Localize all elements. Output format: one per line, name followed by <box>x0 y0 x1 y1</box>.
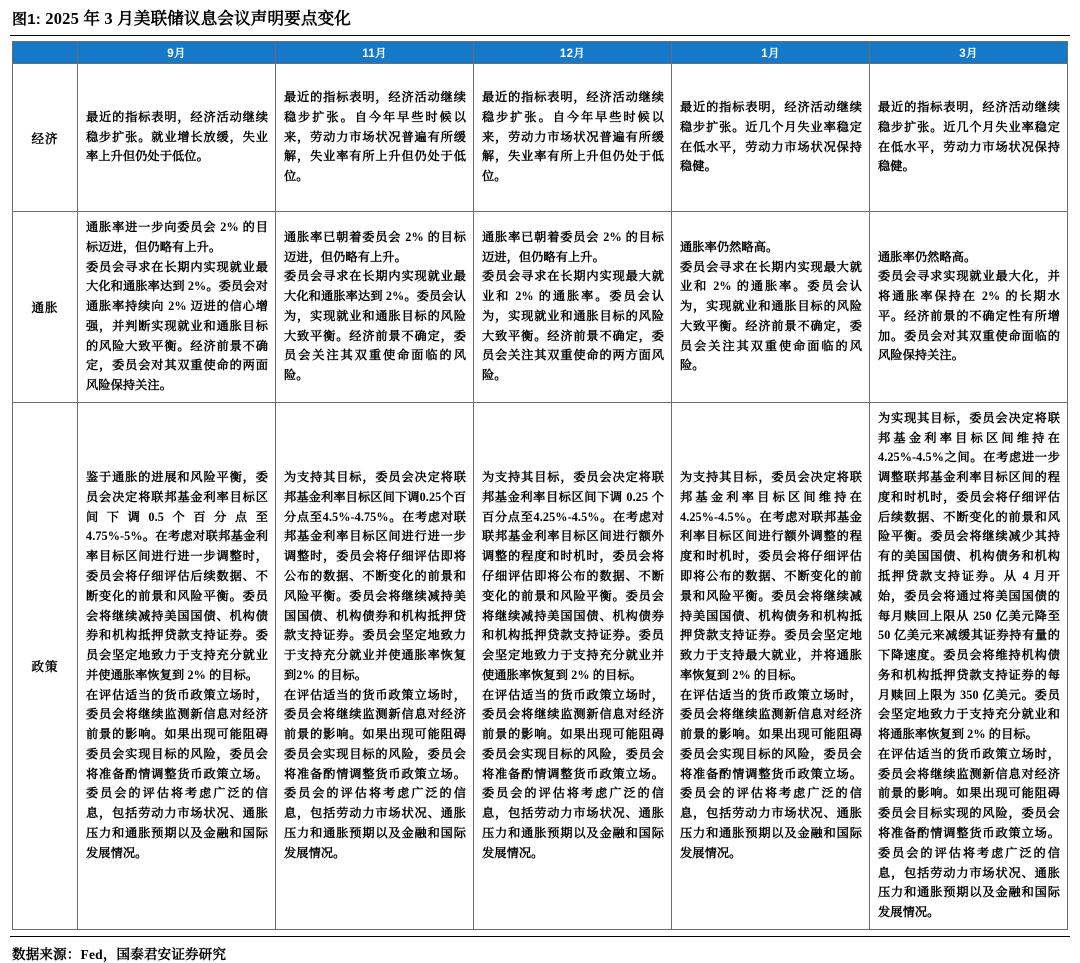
table-body <box>13 64 1068 930</box>
source-note: 数据来源：Fed，国泰君安证券研究 <box>12 946 227 962</box>
cell-inflation-dec: 通胀率已朝着委员会 2% 的目标迈进，但仍略有上升。 委员会寻求在长期内实现最大就业和 2% 的通胀率。委员会认为，实现就业和通胀目标的风险大致平衡。经济前景不确定，委员会关注其双重使命的两方面风险。 <box>474 212 672 403</box>
cell-economy-mar: 最近的指标表明，经济活动继续稳步扩张。近几个月失业率稳定在低水平，劳动力市场状况保持稳健。 <box>870 64 1068 212</box>
table-row <box>13 212 1068 403</box>
fomc-statement-comparison-table <box>12 41 1068 930</box>
row-label-policy: 政策 <box>13 402 78 929</box>
row-label-economy: 经济 <box>13 64 78 212</box>
cell-economy-sep: 最近的指标表明，经济活动继续稳步扩张。就业增长放缓，失业率上升但仍处于低位。 <box>78 64 276 212</box>
cell-policy-jan: 为支持其目标，委员会决定将联邦基金利率目标区间维持在 4.25%-4.5%。在考虑对联邦基金利率目标区间进行额外调整的程度和时机时，委员会将仔细评估即将公布的数据、不断变化的前景和风险平衡。委员会将继续减持美国国债、机构债务和机构抵押贷款支持证券。委员会坚定地致力于支持最大就业，并将通胀率恢复到 2% 的目标。 在评估适当的货币政策立场时，委员会将继续监测新信息对经济前景的影响。如果出现可能阻碍委员会实现目标的风险，委员会将准备酌情调整货币政策立场。委员会的评估将考虑广泛的信息，包括劳动力市场状况、通胀压力和通胀预期以及金融和国际发展情况。 <box>672 402 870 929</box>
cell-inflation-mar: 通胀率仍然略高。 委员会寻求实现就业最大化，并将通胀率保持在 2% 的长期水平。经济前景的不确定性有所增加。委员会对其双重使命面临的风险保持关注。 <box>870 212 1068 403</box>
cell-policy-sep: 鉴于通胀的进展和风险平衡，委员会决定将联邦基金利率目标区间下调0.5个百分点至4.75%-5%。在考虑对联邦基金利率目标区间进行进一步调整时，委员会将仔细评估后续数据、不断变化的前景和风险平衡。委员会将继续减持美国国债、机构债券和机构抵押贷款支持证券。委员会坚定地致力于支持充分就业并使通胀率恢复到 2% 的目标。 在评估适当的货币政策立场时，委员会将继续监测新信息对经济前景的影响。如果出现可能阻碍委员会实现目标的风险，委员会将准备酌情调整货币政策立场。委员会的评估将考虑广泛的信息，包括劳动力市场状况、通胀压力和通胀预期以及金融和国际发展情况。 <box>78 402 276 929</box>
cell-inflation-nov: 通胀率已朝着委员会 2% 的目标迈进，但仍略有上升。 委员会寻求在长期内实现就业最大化和通胀率达到 2%。委员会认为，实现就业和通胀目标的风险大致平衡。经济前景不确定，委员会关注其双重使命面临的风险。 <box>276 212 474 403</box>
column-header-jan: 1月 <box>672 42 870 64</box>
figure-title <box>10 0 1070 35</box>
table-corner-cell <box>13 42 78 64</box>
table-header-row <box>13 42 1068 64</box>
cell-economy-nov: 最近的指标表明，经济活动继续稳步扩张。自今年早些时候以来，劳动力市场状况普遍有所缓解，失业率有所上升但仍处于低位。 <box>276 64 474 212</box>
cell-policy-nov: 为支持其目标，委员会决定将联邦基金利率目标区间下调0.25个百分点至4.5%-4.75%。在考虑对联邦基金利率目标区间进行进一步调整时，委员会将仔细评估即将公布的数据、不断变化的前景和风险平衡。委员会将继续减持美国国债、机构债券和机构抵押贷款支持证券。委员会坚定地致力于支持充分就业并使通胀率恢复到2% 的目标。 在评估适当的货币政策立场时，委员会将继续监测新信息对经济前景的影响。如果出现可能阻碍委员会实现目标的风险，委员会将准备酌情调整货币政策立场。委员会的评估将考虑广泛的信息，包括劳动力市场状况、通胀压力和通胀预期以及金融和国际发展情况。 <box>276 402 474 929</box>
column-header-dec: 12月 <box>474 42 672 64</box>
table-row <box>13 64 1068 212</box>
column-header-mar: 3月 <box>870 42 1068 64</box>
table-header <box>13 42 1068 64</box>
row-label-inflation: 通胀 <box>13 212 78 403</box>
cell-economy-jan: 最近的指标表明，经济活动继续稳步扩张。近几个月失业率稳定在低水平，劳动力市场状况保持稳健。 <box>672 64 870 212</box>
cell-economy-dec: 最近的指标表明，经济活动继续稳步扩张。自今年早些时候以来，劳动力市场状况普遍有所缓解，失业率有所上升但仍处于低位。 <box>474 64 672 212</box>
cell-policy-mar: 为实现其目标，委员会决定将联邦基金利率目标区间维持在4.25%-4.5%之间。在考虑进一步调整联邦基金利率目标区间的程度和时机时，委员会将仔细评估后续数据、不断变化的前景和风险平衡。委员会将继续减少其持有的美国国债、机构债务和机构抵押贷款支持证券。从 4 月开始，委员会将通过将美国国债的每月赎回上限从 250 亿美元降至 50 亿美元来减缓其证券持有量的下降速度。委员会将维持机构债务和机构抵押贷款支持证券的每月赎回上限为 350 亿美元。委员会坚定地致力于支持充分就业和将通胀率恢复到 2% 的目标。 在评估适当的货币政策立场时，委员会将继续监测新信息对经济前景的影响。如果出现可能阻碍委员会目标实现的风险，委员会将准备酌情调整货币政策立场。委员会的评估将考虑广泛的信息，包括劳动力市场状况、通胀压力和通胀预期以及金融和国际发展情况。 <box>870 402 1068 929</box>
cell-policy-dec: 为支持其目标，委员会决定将联邦基金利率目标区间下调 0.25 个百分点至4.25%-4.5%。在考虑对联邦基金利率目标区间进行额外调整的程度和时机时，委员会将仔细评估即将公布的数据、不断变化的前景和风险平衡。委员会将继续减持美国国债、机构债券和机构抵押贷款支持证券。委员会坚定地致力于支持充分就业并使通胀率恢复到 2% 的目标。 在评估适当的货币政策立场时，委员会将继续监测新信息对经济前景的影响。如果出现可能阻碍委员会实现目标的风险，委员会将准备酌情调整货币政策立场。委员会的评估将考虑广泛的信息，包括劳动力市场状况、通胀压力和通胀预期以及金融和国际发展情况。 <box>474 402 672 929</box>
table-row <box>13 402 1068 929</box>
figure-number: 图1: <box>12 11 41 28</box>
cell-inflation-sep: 通胀率进一步向委员会 2% 的目标迈进，但仍略有上升。 委员会寻求在长期内实现就业最大化和通胀率达到 2%。委员会对通胀率持续向 2% 迈进的信心增强，并判断实现就业和通胀目标的风险大致平衡。经济前景不确定，委员会对其双重使命的两面风险保持关注。 <box>78 212 276 403</box>
column-header-nov: 11月 <box>276 42 474 64</box>
column-header-sep: 9月 <box>78 42 276 64</box>
cell-inflation-jan: 通胀率仍然略高。 委员会寻求在长期内实现最大就业和 2% 的通胀率。委员会认为，实现就业和通胀目标的风险大致平衡。经济前景不确定，委员会关注其双重使命面临的风险。 <box>672 212 870 403</box>
figure-title-text: 2025 年 3 月美联储议息会议声明要点变化 <box>45 9 351 28</box>
title-divider <box>10 35 1070 36</box>
